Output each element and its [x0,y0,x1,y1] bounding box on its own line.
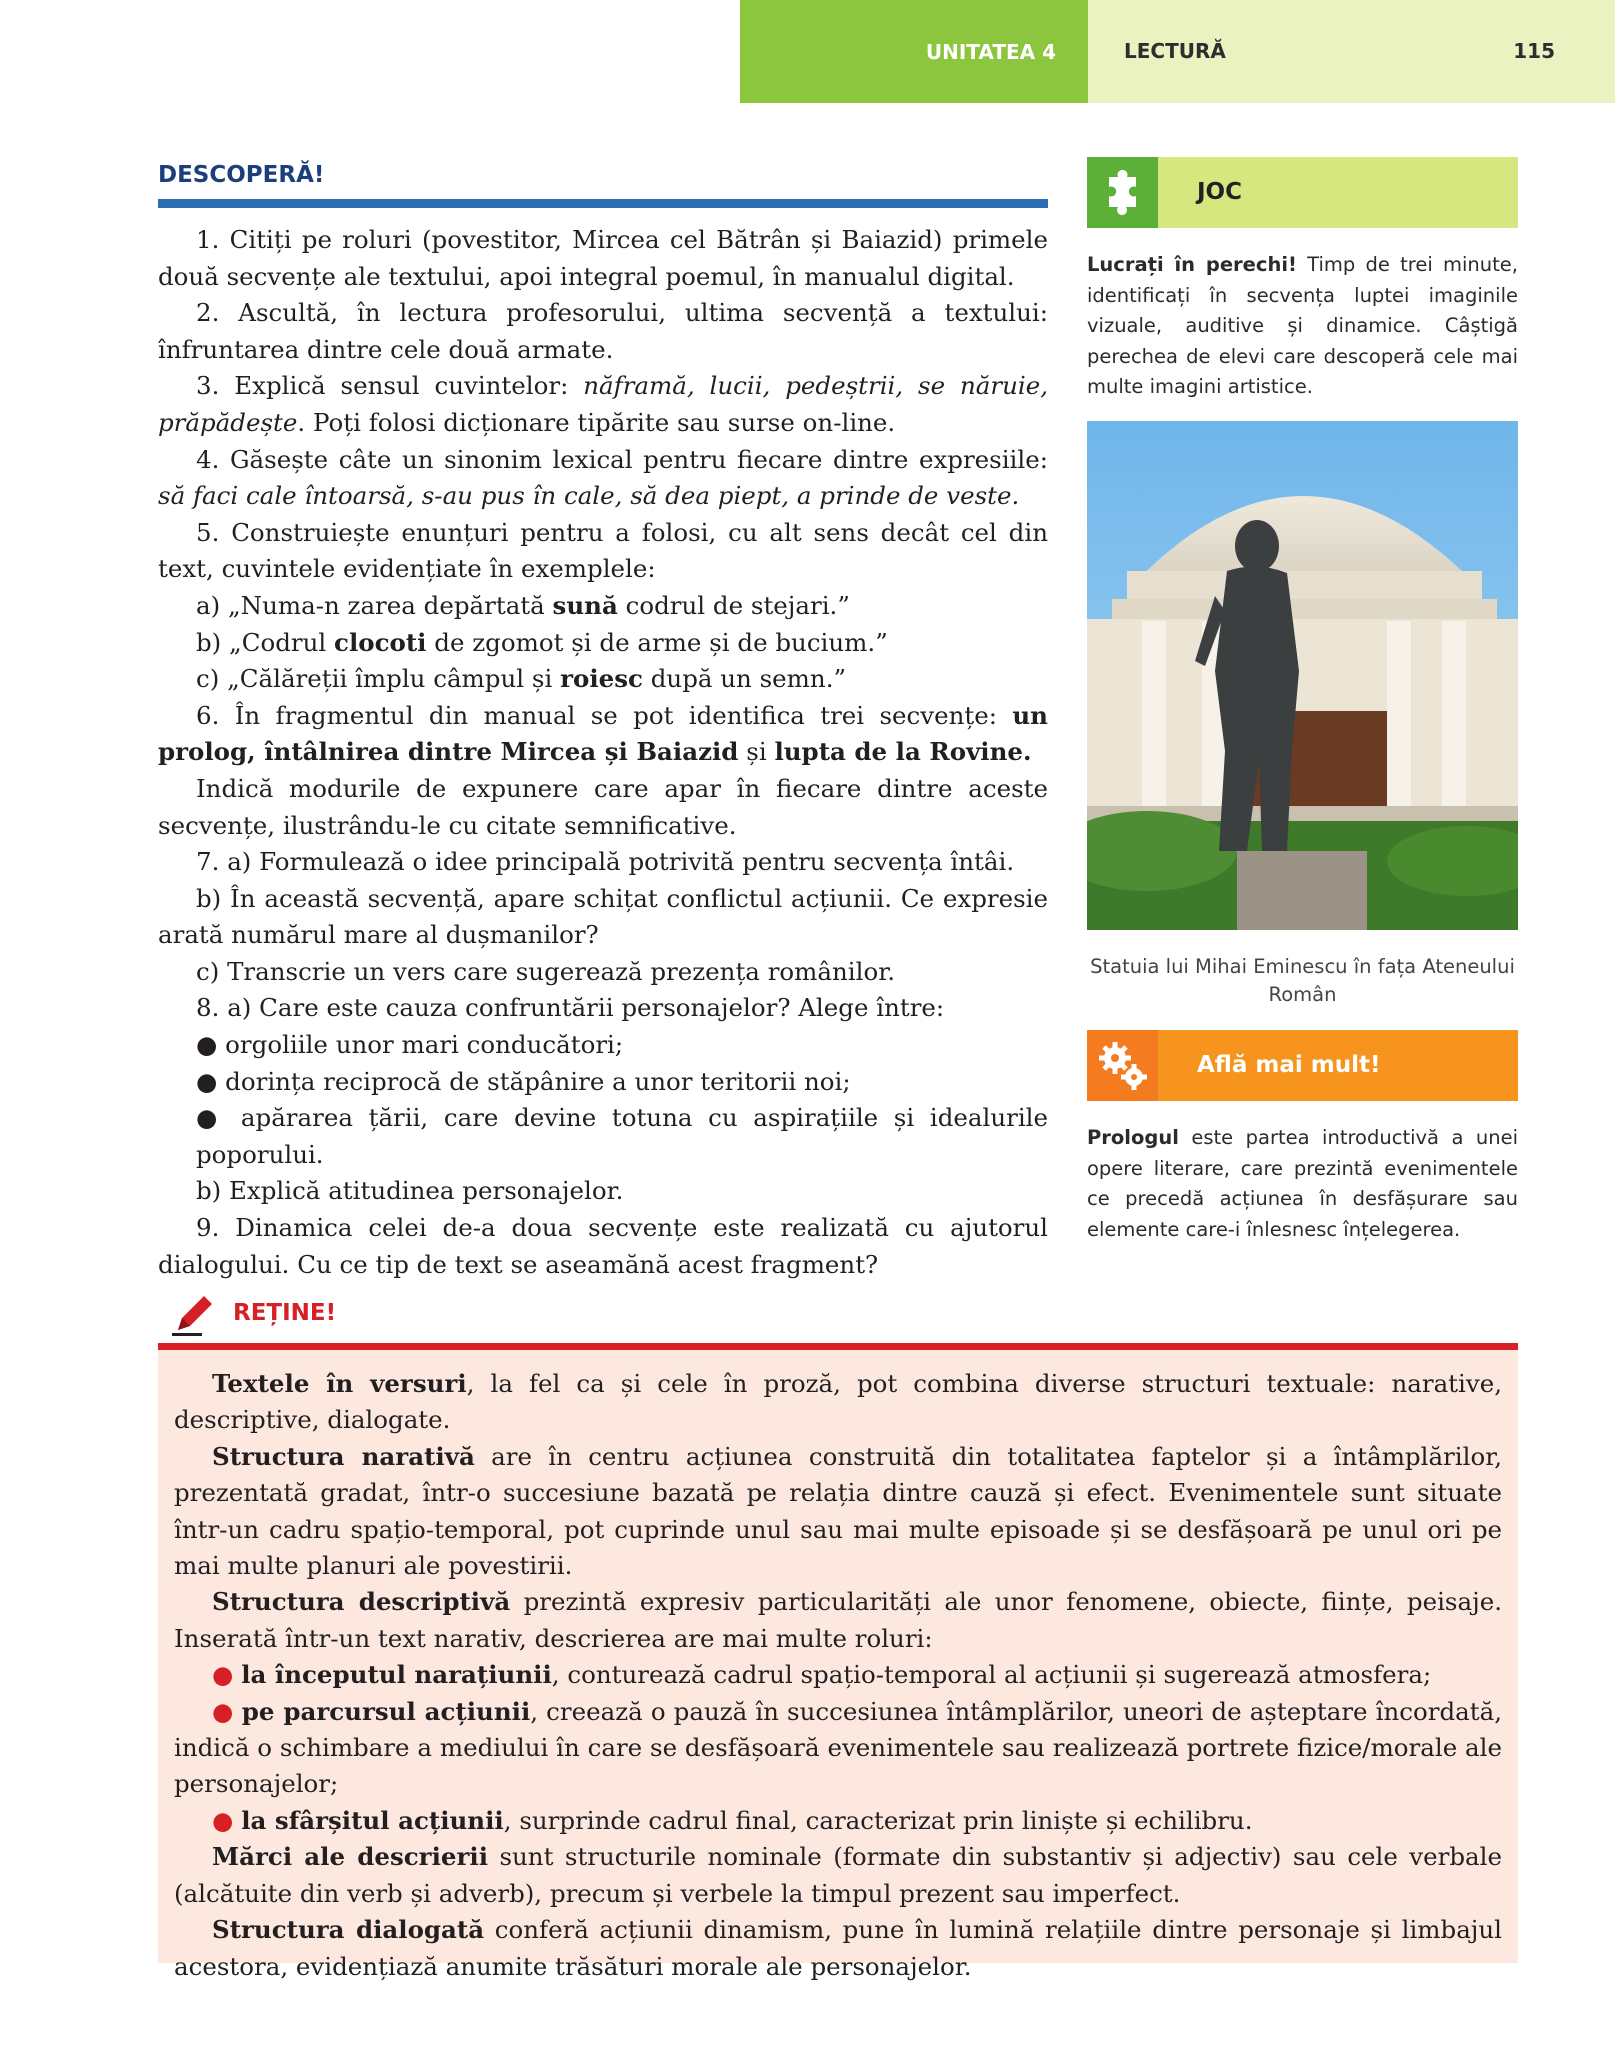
exercise-5: 5. Construiește enunțuri pentru a folosi, cu alt sens decât cel din text, cuvintele evidențiate în exemplele: [158,517,1048,584]
game-title: JOC [1197,179,1242,205]
remember-paragraph: Textele în versuri, la fel ca și cele în proză, pot combina diverse structuri textuale: narative, descriptive, dialogate. [174,1369,1502,1435]
exercise-8-option: ● orgoliile unor mari conducători; [196,1030,624,1060]
pencil-icon [170,1290,218,1338]
remember-heading: REȚINE! [233,1300,337,1326]
exercise-5b: b) „Codrul clocoti de zgomot și de arme și de bucium.” [196,627,888,657]
header-band [1088,0,1615,103]
exercise-8-option: ● apărarea țării, care devine totuna cu aspirațiile și idealurile poporului. [196,1103,1048,1169]
exercise-6-task: Indică modurile de expunere care apar în fiecare dintre aceste secvențe, ilustrându-le cu citate semnificative. [158,773,1048,840]
remember-paragraph: Structura dialogată conferă acțiunii dinamism, pune în lumină relațiile dintre personaje și limbajul acestora, evidențiază anumite trăsături morale ale personajelor. [174,1915,1503,1981]
learn-more-text: Prologul este partea introductivă a unei opere literare, care prezintă evenimentele ce precedă acțiunea în desfășurare sau elemente care-i înlesnesc înțelegerea. [1087,1126,1518,1241]
photo-caption: Statuia lui Mihai Eminescu în fața Ateneului Român [1090,955,1515,1006]
exercise-8-option: ● dorința reciprocă de stăpânire a unor teritorii noi; [196,1066,851,1096]
learn-more-title: Află mai mult! [1197,1052,1381,1078]
remember-paragraph: Mărci ale descrierii sunt structurile nominale (formate din substantiv și adjectiv) sau cele verbale (alcătuite din verb și adverb), precum și verbele la timpul prezent sau imperfect. [174,1842,1502,1908]
remember-bullet: ● la începutul narațiunii, conturează cadrul spațio-temporal al acțiunii și sugerează atmosfera; [212,1660,1432,1690]
exercise-5c: c) „Călăreții împlu câmpul și roiesc după un semn.” [196,664,847,694]
exercise-9: 9. Dinamica celei de-a doua secvențe este realizată cu ajutorul dialogului. Cu ce tip de text se aseamănă acest fragment? [158,1213,1048,1279]
exercise-8b: b) Explică atitudinea personajelor. [196,1176,624,1206]
exercise-3: 3. Explică sensul cuvintelor: năframă, lucii, pedeștrii, se năruie, prăpădește. Poți folosi dicționare tipărite sau surse on-line. [158,371,1049,437]
remember-rule [158,1343,1518,1350]
exercise-8a: 8. a) Care este cauza confruntării personajelor? Alege între: [196,993,945,1023]
eminescu-statue-photo [1087,421,1518,930]
exercise-7a: 7. a) Formulează o idee principală potrivită pentru secvența întâi. [196,847,1015,877]
discover-exercises [158,222,1048,1283]
remember-bullet: ● pe parcursul acțiunii, creează o pauză în succesiunea întâmplărilor, uneori de așteptare încordată, indică o schimbare a mediului în care se desfășoară evenimentele sau realizează portrete fizice/morale ale personajelor; [174,1696,1502,1799]
discover-heading: DESCOPERĂ! [158,162,325,188]
exercise-5a: a) „Numa-n zarea depărtată sună codrul de stejari.” [196,590,850,620]
remember-paragraph: Structura descriptivă prezintă expresiv particularități ale unor fenomene, obiecte, ființe, peisaje. Inserată într-un text narativ, descrierea are mai multe roluri: [174,1587,1502,1653]
exercise-7c: c) Transcrie un vers care sugerează prezența românilor. [196,956,896,986]
discover-rule [158,199,1048,208]
exercise-7b: b) În această secvență, apare schițat conflictul acțiunii. Ce expresie arată numărul mare al dușmanilor? [158,883,1048,950]
exercise-4: 4. Găsește câte un sinonim lexical pentru fiecare dintre expresiile: să faci cale întoarsă, s-au pus în cale, să dea piept, a prinde de veste. [158,444,1048,511]
remember-paragraph: Structura narativă are în centru acțiunea construită din totalitatea faptelor și a întâmplărilor, prezentată gradat, într-o succesiune bazată pe relația dintre cauză și efect. Evenimentele sunt situate într-un cadru spațio-temporal, pot cuprinde unul sau mai multe episoade și se desfășoară pe unul ori pe mai multe planuri ale povestirii. [174,1441,1502,1581]
remember-text [174,1366,1502,1985]
section-label: LECTURĂ [1124,39,1226,63]
exercise-1: 1. Citiți pe roluri (povestitor, Mircea cel Bătrân și Baiazid) primele două secvențe ale textului, apoi integral poemul, în manualul digital. [158,225,1048,291]
puzzle-icon [1087,157,1158,228]
exercise-2: 2. Ascultă, în lectura profesorului, ultima secvență a textului: înfruntarea dintre cele două armate. [158,298,1048,364]
header-unit [740,0,1088,103]
page-number: 115 [1513,39,1555,63]
exercise-6: 6. În fragmentul din manual se pot identifica trei secvențe: un prolog, întâlnirea dintre Mircea și Baiazid și lupta de la Rovine. [158,700,1048,767]
gears-icon [1087,1030,1158,1101]
game-text: Lucrați în perechi! Timp de trei minute, identificați în secvența luptei imaginile vizuale, auditive și dinamice. Câștigă perechea de elevi care descoperă cele mai multe imagini artistice. [1087,253,1518,398]
remember-bullet: ● la sfârșitul acțiunii, surprinde cadrul final, caracterizat prin liniște și echilibru. [212,1805,1253,1835]
unit-label: UNITATEA 4 [925,39,1056,64]
